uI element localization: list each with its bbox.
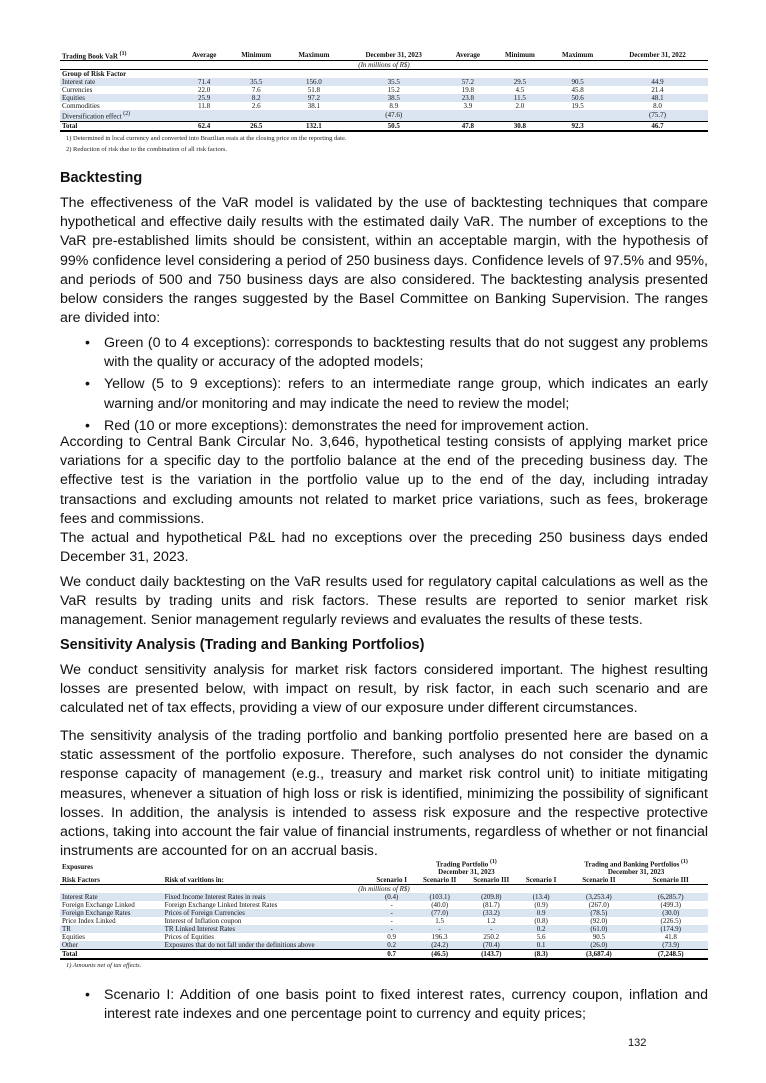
sensitivity-analysis-table (60, 858, 708, 960)
table-row: Equities Prices of Equities 0.9 196.3 250.2 5.6 90.5 41.8 (62, 933, 677, 942)
var-col-minimum-2022: Minimum (492, 50, 549, 61)
backtesting-paragraph-4: We conduct daily backtesting on the VaR results used for regulatory capital calculations as well as the VaR results by trading units and risk factors. These results are reported to senior market risk management. Senior management regularly reviews and evaluates the results of these tests. (60, 574, 708, 629)
table-row: Other Exposures that do not fall under the definitions above 0.2 (24.2) (70.4) 0.1 (26.0) (73.9) (60, 941, 708, 950)
table-row: TR TR Linked Interest Rates - - - 0.2 (61.0) (174.9) (60, 925, 708, 933)
table-row: Foreign Exchange Linked Foreign Exchange Linked Interest Rates - (40.0) (81.7) (0.9) (267.0) (499.3) (62, 901, 681, 910)
sens-column-header (60, 876, 708, 885)
table-row: Price Index Linked Interest of Inflation coupon - 1.5 1.2 (0.8) (92.0) (226.5) (62, 917, 681, 926)
sens-units-row (60, 885, 708, 894)
list-item: • Green (0 to 4 exceptions): corresponds to backtesting results that do not suggest any problems with the quality or accuracy of the adopted models; (85, 335, 708, 371)
var-table-header (60, 50, 708, 61)
table-row: Equities 25.9 8.2 97.2 38.5 23.8 11.5 50.6 48.1 (60, 94, 708, 102)
table-row: Commodities 11.8 2.6 38.1 8.9 3.9 2.0 19.5 8.0 (62, 102, 662, 111)
trading-book-var-table (60, 50, 708, 132)
sens-col-scenario: Scenario III (634, 876, 708, 885)
backtesting-paragraph-2: According to Central Bank Circular No. 3,646, hypothetical testing consists of applying market price variations for a specific day to the portfolio balance at the end of the preceding business day. The effective test is the variation in the portfolio value up to the end of the day, including intraday transactions and excluding amounts not related to market price variations, such as fees, brokerage fees and commissions. (60, 434, 708, 527)
sensitivity-paragraph-1: We conduct sensitivity analysis for market risk factors considered important. The highest resulting losses are presented below, with impact on result, by risk factor, in each such scenario and are calculated net of tax effects, providing a view of our exposure under different circumstances. (60, 662, 708, 717)
sens-col-scenario: Scenario III (465, 876, 518, 885)
var-col-average-2022: Average (444, 50, 491, 61)
table-row: Foreign Exchange Rates Prices of Foreign Currencies - (77.0) (33.2) 0.9 (78.5) (30.0) (60, 909, 708, 917)
list-item: • Yellow (5 to 9 exceptions): refers to an intermediate range group, which indicates an early warning and/or monitoring and may indicate the need to review the model; (85, 376, 708, 412)
sens-top-header (60, 858, 708, 876)
var-total-row: Total 62.4 26.5 132.1 50.5 47.8 30.8 92.3 46.7 (60, 121, 708, 131)
sens-col-risk-factors: Risk Factors (60, 876, 163, 885)
sens-col-scenario: Scenario I (369, 876, 415, 885)
var-footnote-2: 2) Reduction of risk due to the combination of all risk factors. (66, 146, 228, 153)
sens-col-scenario: Scenario I (518, 876, 564, 885)
sensitivity-heading: Sensitivity Analysis (Trading and Banking Portfolios) (60, 637, 425, 653)
page-number: 132 (628, 1037, 647, 1049)
var-col-title: Trading Book VaR $^{(1)}$ (60, 50, 180, 61)
var-col-average-2023: Average (180, 50, 227, 61)
var-footnotes (66, 133, 346, 155)
var-footnote-1: 1) Determined in local currency and converted into Brazilian reais at the closing price on the reporting date. (66, 135, 347, 142)
var-col-maximum-2023: Maximum (285, 50, 344, 61)
backtesting-heading: Backtesting (60, 170, 143, 186)
list-item: • Red (10 or more exceptions): demonstrates the need for improvement action. (60, 417, 708, 436)
backtesting-paragraph-3: The actual and hypothetical P&L had no exceptions over the preceding 250 business days ended December 31, 2023. (60, 530, 708, 566)
sens-trading-header: Trading Portfolio $^{(1)}$ December 31, 2023 (436, 859, 497, 877)
sens-col-scenario: Scenario II (415, 876, 465, 885)
sens-footnote: 1) Amounts net of tax effects. (66, 962, 142, 969)
var-col-maximum-2022: Maximum (548, 50, 607, 61)
sens-col-risk-of: Risk of varitions in: (163, 876, 369, 885)
sens-total-row: Total 0.7 (46.5) (143.7) (8.3) (3,687.4) (7,248.5) (60, 950, 708, 960)
list-item: • Scenario I: Addition of one basis point to fixed interest rates, currency coupon, inflation and interest rate indexes and one percentage point to currency and equity prices; (85, 987, 708, 1023)
var-units-row (60, 61, 708, 70)
table-row: Currencies 22.0 7.6 51.8 15.2 19.8 4.5 45.8 21.4 (62, 86, 664, 95)
backtesting-ranges-list (60, 334, 708, 439)
var-group-row (60, 70, 708, 79)
bullet-icon: • (85, 376, 90, 393)
bullet-icon: • (85, 335, 90, 351)
sens-units: (In millions of R$) (358, 885, 410, 894)
table-row: Diversification effect $^{(2)}$ (47.6) (75.7) (60, 110, 708, 121)
var-col-minimum-2023: Minimum (228, 50, 285, 61)
sens-exposures-label: Exposures (62, 863, 93, 872)
var-col-dec-2023: December 31, 2023 (343, 50, 444, 61)
sens-col-scenario: Scenario II (564, 876, 633, 885)
sensitivity-paragraph-2: The sensitivity analysis of the trading portfolio and banking portfolio presented here are based on a static assessment of the portfolio exposure. Therefore, such analyses do not consider the dynamic response capacity of management (e.g., treasury and market risk control unit) to initiate mitigating measures, whenever a situation of high loss or risk is identified, minimizing the possibility of significant losses. In addition, the analysis is intended to assess risk exposure and the respective protective actions, taking into account the fair value of financial instruments, regardless of whether or not financial instruments are accounted for on an accrual basis. (60, 728, 708, 860)
var-group-label: Group of Risk Factor (62, 70, 127, 79)
bullet-icon: • (85, 987, 90, 1003)
var-col-dec-2022: December 31, 2022 (607, 50, 708, 61)
table-row: Interest rate 71.4 35.5 156.0 35.5 57.2 29.5 90.5 44.9 (60, 78, 708, 86)
bullet-icon: • (85, 417, 90, 434)
table-row: Interest Rate Fixed Income Interest Rates in reais (0.4) (103.1) (209.8) (13.4) (3,253.4) (6,285.7) (60, 893, 708, 901)
sens-banking-header: Trading and Banking Portfolios $^{(1)}$ December 31, 2023 (584, 859, 688, 877)
scenario-list (60, 986, 708, 1027)
backtesting-paragraph-1: The effectiveness of the VaR model is validated by the use of backtesting techniques that compare hypothetical and effective daily results with the estimated daily VaR. The number of exceptions to the VaR pre-established limits should be consistent, within an acceptable margin, with the hypothesis of 99% confidence level considering a period of 250 business days. Confidence levels of 97.5% and 95%, and periods of 500 and 750 business days are also considered. The backtesting analysis presented below considers the ranges suggested by the Basel Committee on Banking Supervision. The ranges are divided into: (60, 195, 708, 327)
var-units: (In millions of R$) (60, 61, 708, 70)
